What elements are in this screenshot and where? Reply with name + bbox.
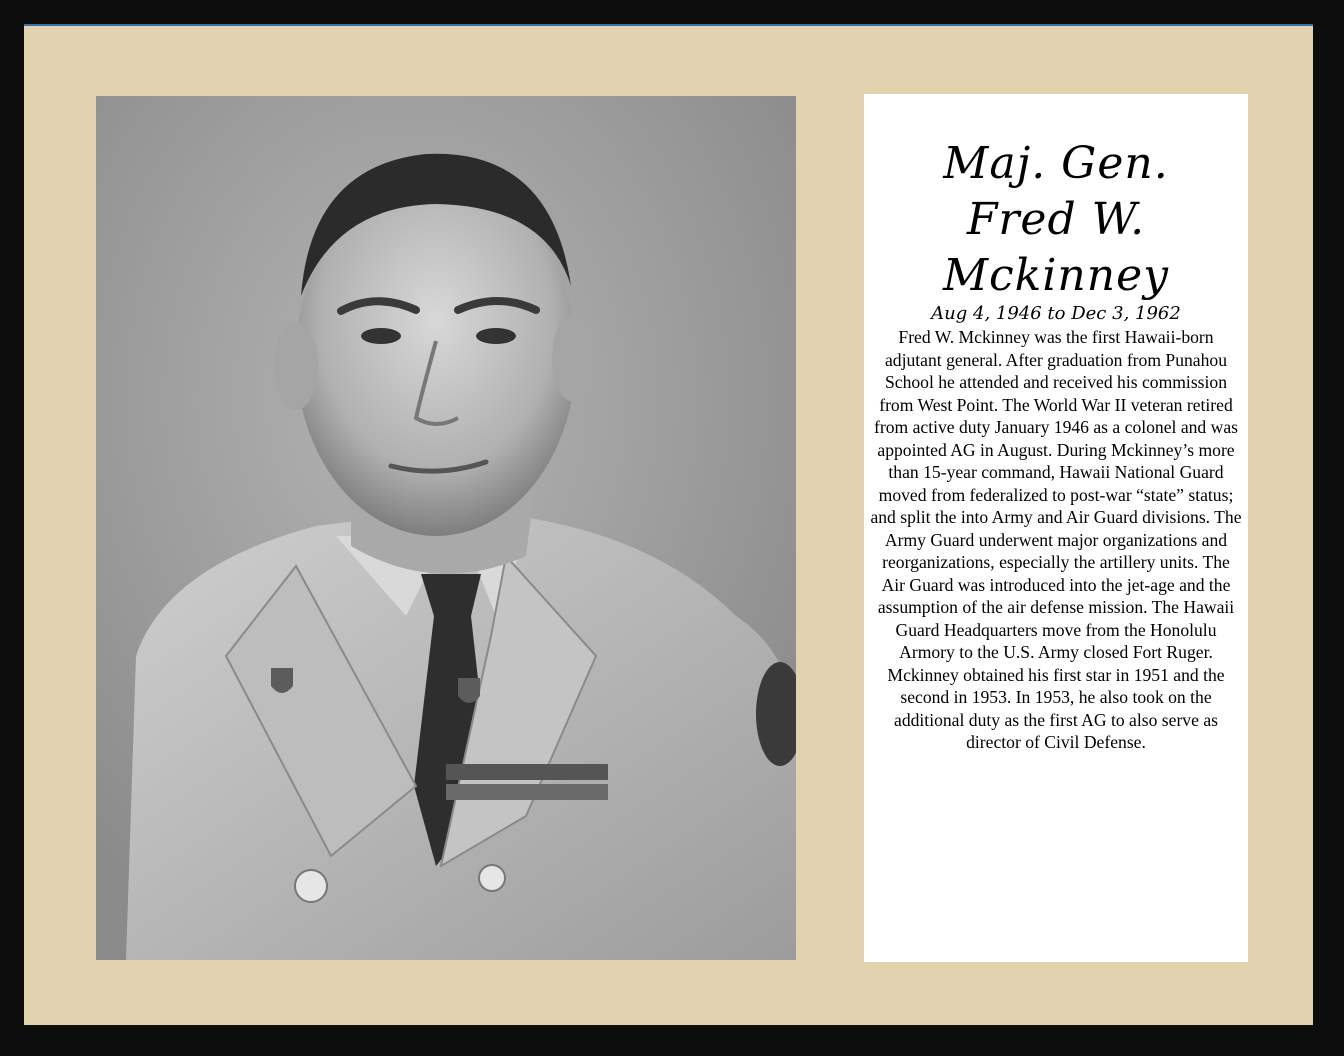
portrait-photo	[96, 96, 796, 960]
name-line-last: Mckinney	[942, 250, 1169, 301]
service-dates: Aug 4, 1946 to Dec 3, 1962	[931, 303, 1181, 324]
general-name	[864, 136, 1248, 304]
name-line-rank: Maj. Gen.	[943, 138, 1169, 189]
biography-text: Fred W. Mckinney was the first Hawaii-born adjutant general. After graduation from Punahou School he attended and received his commission from West Point. The World War II veteran retired from active duty January 1946 as a colonel and was appointed AG in August. During Mckinney’s more than 15-year command, Hawaii National Guard moved from federalized to post-war “state” status; and split the into Army and Air Guard divisions. The Army Guard underwent major organizations and reorganizations, especially the artillery units. The Air Guard was introduced into the jet-age and the assumption of the air defense mission. The Hawaii Guard Headquarters move from the Honolulu Armory to the U.S. Army closed Fort Ruger. Mckinney obtained his first star in 1951 and the second in 1953. In 1953, he also took on the additional duty as the first AG to also serve as director of Civil Defense.	[870, 327, 1242, 752]
portrait-illustration	[96, 96, 796, 960]
biography-card	[864, 94, 1248, 962]
name-line-first: Fred W.	[966, 194, 1146, 245]
